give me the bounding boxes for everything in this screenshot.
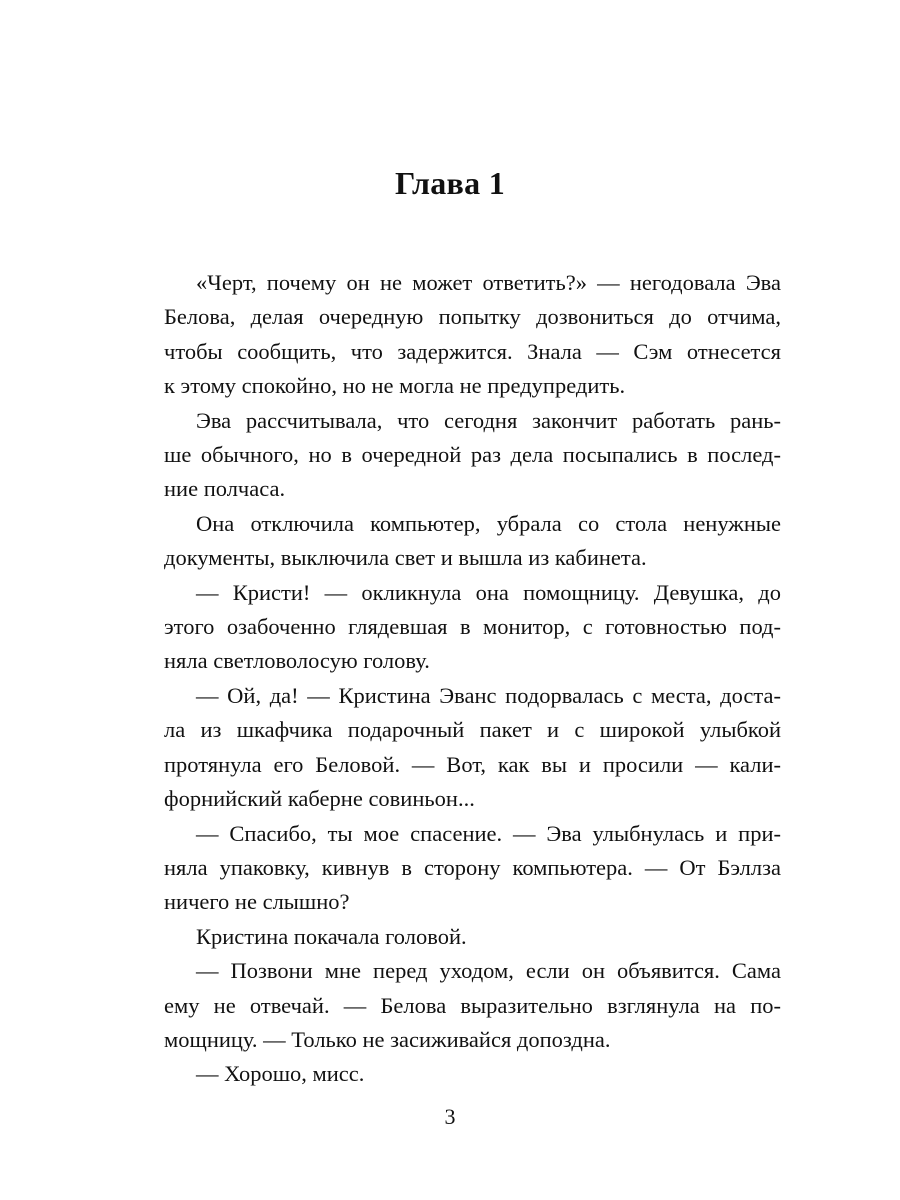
- paragraph: [164, 576, 781, 679]
- paragraph: [164, 954, 781, 1057]
- chapter-body: [164, 266, 781, 1092]
- page-number: 3: [444, 1104, 456, 1129]
- text-line: документы, выключила свет и вышла из кабинета.: [164, 545, 647, 571]
- text-line: ему не отвечай. — Белова выразительно взглянула на по-: [164, 992, 781, 1018]
- text-line: форнийский каберне совиньон...: [164, 786, 475, 812]
- text-line: — Кристи! — окликнула она помощницу. Девушка, до: [196, 579, 781, 605]
- paragraph: [164, 507, 781, 576]
- text-line: ние полчаса.: [164, 476, 286, 502]
- text-line: чтобы сообщить, что задержится. Знала — Сэм отнесется: [164, 338, 781, 364]
- text-line: — Хорошо, мисс.: [196, 1061, 365, 1087]
- text-line: «Черт, почему он не может ответить?» — негодовала Эва: [196, 270, 781, 295]
- text-line: няла светловолосую голову.: [164, 648, 430, 674]
- paragraph: [164, 817, 781, 920]
- text-line: к этому спокойно, но не могла не предупредить.: [164, 373, 626, 399]
- paragraph: [164, 679, 781, 817]
- text-line: — Ой, да! — Кристина Эванс подорвалась с места, доста-: [196, 682, 781, 708]
- text-line: няла упаковку, кивнув в сторону компьютера. — От Бэллза: [164, 854, 781, 880]
- text-line: ничего не слышно?: [164, 889, 350, 915]
- paragraph: [164, 404, 781, 507]
- text-line: ла из шкафчика подарочный пакет и с широкой улыбкой: [164, 717, 781, 743]
- text-line: Кристина покачала головой.: [196, 923, 467, 949]
- text-line: — Позвони мне перед уходом, если он объявится. Сама: [196, 958, 781, 984]
- text-line: Эва рассчитывала, что сегодня закончит работать рань-: [196, 407, 781, 433]
- text-line: протянула его Беловой. — Вот, как вы и просили — кали-: [164, 751, 781, 777]
- paragraph: [164, 920, 781, 954]
- text-line: — Спасибо, ты мое спасение. — Эва улыбнулась и при-: [196, 820, 781, 846]
- text-line: ше обычного, но в очередной раз дела посыпались в послед-: [164, 442, 781, 468]
- text-line: Белова, делая очередную попытку дозвониться до отчима,: [164, 304, 781, 330]
- text-line: Она отключила компьютер, убрала со стола ненужные: [196, 510, 781, 536]
- text-line: мощницу. — Только не засиживайся допоздна.: [164, 1026, 611, 1052]
- text-line: этого озабоченно глядевшая в монитор, с готовностью под-: [164, 614, 781, 640]
- chapter-title: Глава 1: [394, 165, 506, 201]
- paragraph: [164, 1057, 781, 1091]
- paragraph: [164, 266, 781, 404]
